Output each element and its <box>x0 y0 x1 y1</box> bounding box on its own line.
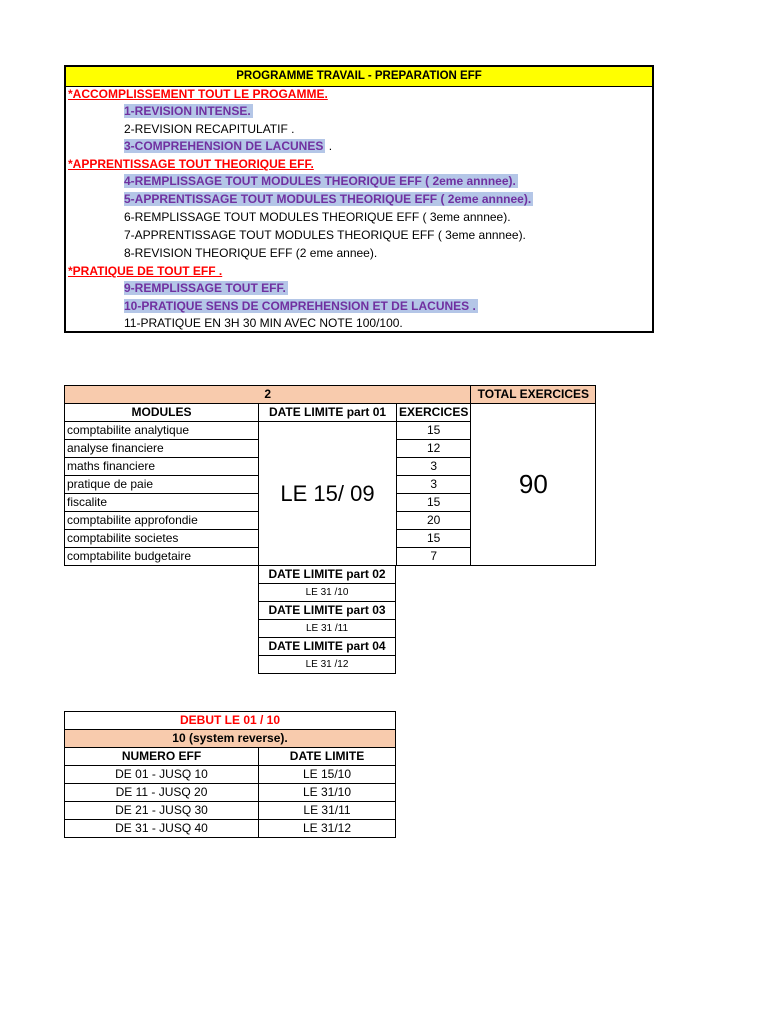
module-exercices: 7 <box>397 548 471 566</box>
eff-date: LE 15/10 <box>259 766 396 784</box>
module-name: analyse financiere <box>65 440 259 458</box>
exercices-col-header: EXERCICES <box>397 404 471 422</box>
part03-value: LE 31 /11 <box>259 620 396 638</box>
section-accomplissement: *ACCOMPLISSEMENT TOUT LE PROGAMME. <box>68 87 328 101</box>
program-item-9: 9-REMPLISSAGE TOUT EFF. <box>124 281 286 295</box>
module-name: comptabilite approfondie <box>65 512 259 530</box>
module-name: fiscalite <box>65 494 259 512</box>
module-name: comptabilite analytique <box>65 422 259 440</box>
eff-date: LE 31/10 <box>259 784 396 802</box>
parts-table <box>258 565 396 674</box>
eff-date: LE 31/12 <box>259 820 396 838</box>
part03-label: DATE LIMITE part 03 <box>259 602 396 620</box>
modules-table <box>64 385 596 566</box>
module-name: maths financiere <box>65 458 259 476</box>
program-item-6: 6-REMPLISSAGE TOUT MODULES THEORIQUE EFF ( 3eme annnee). <box>124 210 511 224</box>
program-item-11: 11-PRATIQUE EN 3H 30 MIN AVEC NOTE 100/100. <box>124 316 403 330</box>
program-title: PROGRAMME TRAVAIL - PREPARATION EFF <box>66 67 652 87</box>
total-exercices-value: 90 <box>471 404 596 566</box>
modules-header-number: 2 <box>65 386 471 404</box>
program-item-2: 2-REVISION RECAPITULATIF . <box>124 122 295 136</box>
part02-label: DATE LIMITE part 02 <box>259 566 396 584</box>
eff-numero: DE 21 - JUSQ 30 <box>65 802 259 820</box>
module-name: comptabilite budgetaire <box>65 548 259 566</box>
eff-numero: DE 11 - JUSQ 20 <box>65 784 259 802</box>
numero-eff-header: NUMERO EFF <box>65 748 259 766</box>
program-item-3: 3-COMPREHENSION DE LACUNES . <box>124 139 333 153</box>
module-exercices: 12 <box>397 440 471 458</box>
program-item-8: 8-REVISION THEORIQUE EFF (2 eme annee). <box>124 246 378 260</box>
module-exercices: 15 <box>397 494 471 512</box>
total-exercices-header: TOTAL EXERCICES <box>471 386 596 404</box>
part02-value: LE 31 /10 <box>259 584 396 602</box>
section-pratique: *PRATIQUE DE TOUT EFF . <box>68 264 223 278</box>
date-limite-part01-header: DATE LIMITE part 01 <box>259 404 397 422</box>
section-apprentissage: *APPRENTISSAGE TOUT THEORIQUE EFF. <box>68 157 314 171</box>
program-item-5: 5-APPRENTISSAGE TOUT MODULES THEORIQUE EFF ( 2eme annnee). <box>124 192 532 206</box>
eff-table <box>64 711 396 838</box>
program-item-4: 4-REMPLISSAGE TOUT MODULES THEORIQUE EFF ( 2eme annnee). <box>124 174 516 188</box>
modules-col-header: MODULES <box>65 404 259 422</box>
date-limite-header: DATE LIMITE <box>259 748 396 766</box>
eff-numero: DE 01 - JUSQ 10 <box>65 766 259 784</box>
program-item-10: 10-PRATIQUE SENS DE COMPREHENSION ET DE LACUNES . <box>124 299 476 313</box>
eff-numero: DE 31 - JUSQ 40 <box>65 820 259 838</box>
program-box <box>64 65 654 333</box>
program-item-7: 7-APPRENTISSAGE TOUT MODULES THEORIQUE EFF ( 3eme annnee). <box>124 228 526 242</box>
program-item-1: 1-REVISION INTENSE. <box>124 104 251 118</box>
module-exercices: 20 <box>397 512 471 530</box>
module-name: pratique de paie <box>65 476 259 494</box>
module-exercices: 3 <box>397 476 471 494</box>
module-exercices: 3 <box>397 458 471 476</box>
part04-label: DATE LIMITE part 04 <box>259 638 396 656</box>
eff-date: LE 31/11 <box>259 802 396 820</box>
module-name: comptabilite societes <box>65 530 259 548</box>
date-limite-part01-value: LE 15/ 09 <box>259 422 397 566</box>
module-exercices: 15 <box>397 422 471 440</box>
eff-start-date: DEBUT LE 01 / 10 <box>65 712 396 730</box>
part04-value: LE 31 /12 <box>259 656 396 674</box>
eff-subtitle: 10 (system reverse). <box>65 730 396 748</box>
module-exercices: 15 <box>397 530 471 548</box>
